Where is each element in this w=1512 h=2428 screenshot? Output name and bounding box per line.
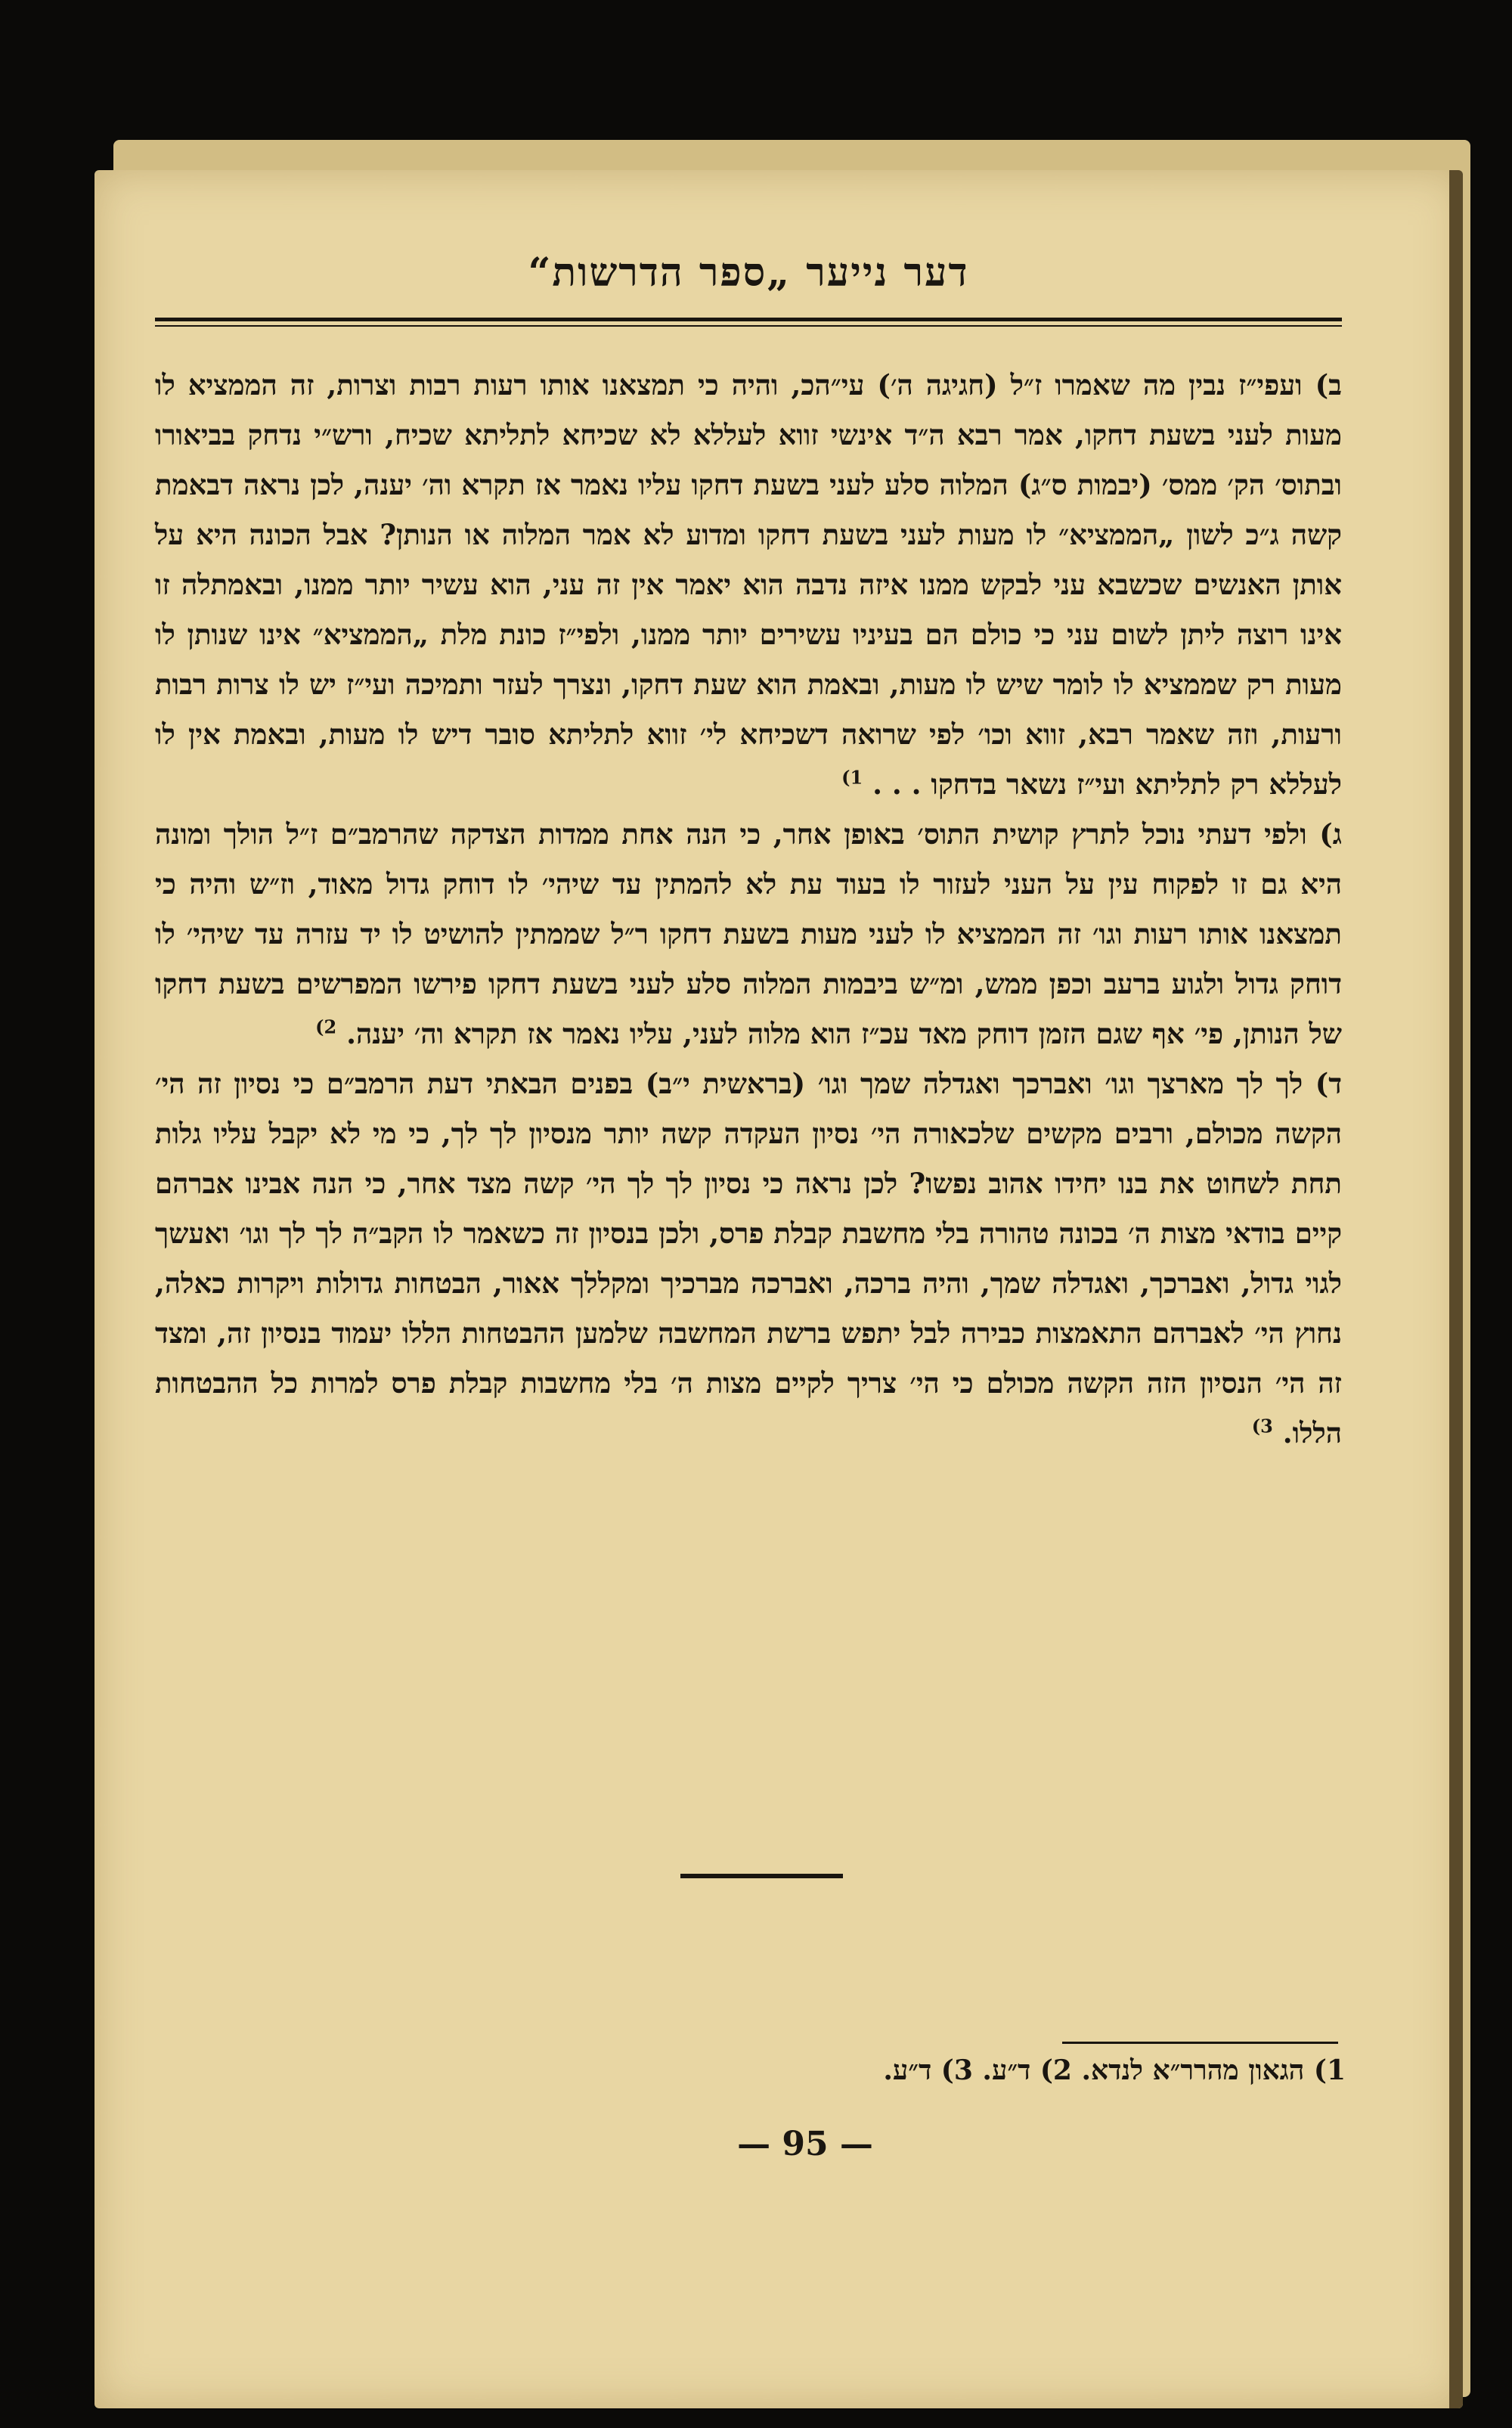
paragraph-text: ד) לך לך מארצך וגו׳ ואברכך ואגדלה שמך וגו׳ (בראשית י״ב) בפנים הבאתי דעת הרמב״ם כי נסיון זה הי׳ הקשה מכולם, ורבים מקשים שלכאורה הי׳ נסיון העקדה קשה יותר מנסיון לך לך, כי מי לא יקבל עליו גלות תחת לשחוט את בנו יחידו אהוב נפשו? לכן נראה כי נסיון לך לך הי׳ קשה מצד אחר, כי הנה אבינו אברהם קיים בודאי מצות ה׳ בכונה טהורה בלי מחשבת קבלת פרס, ולכן בנסיון זה כשאמר לו הקב״ה לך לך וגו׳ ואעשך לגוי גדול, ואברכך, ואגדלה שמך, והיה ברכה, ואברכה מברכיך ומקללך אאור, הבטחות גדולות ויקרות כאלה, נחוץ הי׳ לאברהם התאמצות כבירה לבל יתפש ברשת המחשבה שלמען ההבטחות הללו יעמוד בנסיון זה, ומצד זה הי׳ הנסיון הזה הקשה מכולם כי הי׳ צריך לקיים מצות ה׳ בלי מחשבות קבלת פרס למרות כל ההבטחות הללו. <box>155 1067 1342 1450</box>
paragraph-text: ב) ועפי״ז נבין מה שאמרו ז״ל (חגיגה ה׳) עי״הכ, והיה כי תמצאנו אותו רעות רבות וצרות, זה הממציא לו מעות לעני בשעת דחקו, אמר רבא ה״ד אינשי זווא לעללא לא שכיחא לתליתא שכיח, ורש״י נדחק בביאורו ובתוס׳ הק׳ ממס׳ (יבמות ס״ג) המלוה סלע לעני בשעת דחקו עליו נאמר אז תקרא וה׳ יענה, לכן נראה דבאמת קשה ג״כ לשון „הממציא״ לו מעות לעני בשעת דחקו ומדוע לא אמר המלוה או הנותן? אבל הכונה היא על אותן האנשים שכשבא עני לבקש ממנו איזה נדבה הוא יאמר אין זה עני, הוא עשיר יותר ממנו, ובאמתלה זו אינו רוצה ליתן לשום עני כי כולם הם בעיניו עשירים יותר ממנו, ולפי״ז כונת מלת „הממציא״ אינו שנותן לו מעות רק שממציא לו לומר שיש לו מעות, ובאמת הוא שעת דחקו, ונצרך לעזר ותמיכה ועי״ז יש לו צרות רבות ורעות, וזה שאמר רבא, זווא וכו׳ לפי שרואה דשכיחא לי׳ זווא לתליתא סובר דיש לו מעות, ובאמת אין לו לעללא רק לתליתא ועי״ז נשאר בדחקו . . . <box>155 368 1342 802</box>
header-rule-thin <box>155 325 1342 327</box>
footnote-rule <box>1062 2042 1338 2044</box>
paragraph-text: ג) ולפי דעתי נוכל לתרץ קושית התוס׳ באופן אחר, כי הנה אחת ממדות הצדקה שהרמב״ם ז״ל הולך ומונה היא גם זו לפקוח עין על העני לעזור לו בעוד עת לא להמתין עד שיהי׳ לו דוחק גדול מאוד, וז״ש והיה כי תמצאנו אותו רעות וגו׳ זה הממציא לו לעני מעות בשעת דחקו ר״ל שממתין להושיט לו יד עזרה עד שיהי׳ לו דוחק גדול ולגוע ברעב וכפן ממש, ומ״ש ביבמות המלוה סלע לעני בשעת דחקו פירשו המפרשים בשעת דחקו של הנותן, פי׳ אף שגם הזמן דוחק מאד עכ״ז הוא מלוה לעני, עליו נאמר אז תקרא וה׳ יענה. <box>155 817 1342 1051</box>
running-header: דער נייער „ספר הדרשות“ <box>528 250 969 296</box>
page-number: — 95 — <box>737 2125 873 2163</box>
paragraph-bet <box>155 360 1342 809</box>
paragraph-gimel <box>155 809 1342 1059</box>
footnote-marker: 3) <box>1251 1416 1273 1438</box>
footnote-marker: 1) <box>841 767 863 789</box>
paragraph-dalet <box>155 1059 1342 1458</box>
footnote-marker: 2) <box>315 1016 337 1039</box>
page-edge <box>1449 170 1463 2408</box>
header-rule-thick <box>155 318 1342 321</box>
footnotes: 1) הגאון מהרר״א לנדא. 2) ד״ע. 3) ד״ע. <box>883 2054 1346 2086</box>
section-end-rule <box>680 1874 843 1878</box>
page-content <box>155 250 1342 1458</box>
